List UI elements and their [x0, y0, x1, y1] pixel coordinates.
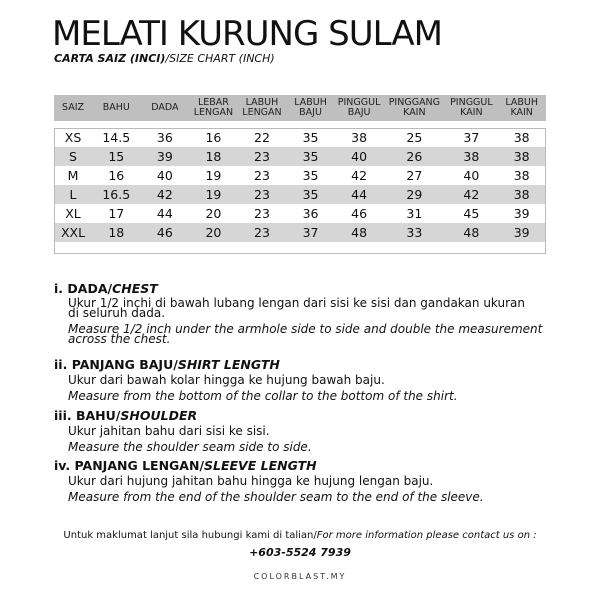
- table-cell: 23: [238, 147, 287, 166]
- phone-number: +603-5524 7939: [249, 546, 351, 559]
- table-cell: 35: [286, 185, 335, 204]
- page-subtitle: [54, 52, 275, 65]
- table-cell: 15: [92, 147, 141, 166]
- table-cell: 26: [383, 147, 445, 166]
- header-dada: DADA: [141, 95, 190, 121]
- table-cell: 38: [497, 128, 546, 147]
- table-cell: 16: [92, 166, 141, 185]
- table-cell: 33: [383, 223, 445, 242]
- header-pinggang-kain: PINGGANG KAIN: [383, 95, 445, 121]
- header-pinggul-kain: PINGGUL KAIN: [445, 95, 497, 121]
- table-cell: 23: [238, 204, 287, 223]
- table-cell: 35: [286, 128, 335, 147]
- table-cell: 35: [286, 166, 335, 185]
- table-cell: 40: [141, 166, 190, 185]
- table-header-row: [54, 95, 546, 121]
- english-text: Measure 1/2 inch under the armhole side to side and double the measurement across the chest.: [68, 322, 543, 346]
- table-cell: 20: [189, 223, 238, 242]
- subtitle-rest: /SIZE CHART (INCH): [165, 52, 275, 65]
- table-cell: 23: [238, 166, 287, 185]
- table-cell: 39: [141, 147, 190, 166]
- table-frame: [54, 128, 546, 254]
- section-title: i. DADA/CHEST: [54, 281, 158, 296]
- english-text: Measure from the bottom of the collar to the bottom of the shirt.: [68, 389, 458, 403]
- table-cell: 31: [383, 204, 445, 223]
- table-cell: 20: [189, 204, 238, 223]
- subtitle-bold: CARTA SAIZ (INCI): [54, 52, 166, 65]
- table-cell: 16: [189, 128, 238, 147]
- table-cell: 19: [189, 166, 238, 185]
- table-cell: 38: [497, 185, 546, 204]
- table-cell: 39: [497, 204, 546, 223]
- table-cell: 37: [286, 223, 335, 242]
- size-cell: XL: [54, 204, 92, 223]
- size-cell: S: [54, 147, 92, 166]
- table-cell: 29: [383, 185, 445, 204]
- size-cell: XXL: [54, 223, 92, 242]
- table-cell: 14.5: [92, 128, 141, 147]
- section-title: ii. PANJANG BAJU/SHIRT LENGTH: [54, 357, 280, 372]
- section-chest: [54, 281, 542, 346]
- page-title: MELATI KURUNG SULAM: [52, 14, 442, 54]
- table-cell: 40: [445, 166, 497, 185]
- header-lebar-lengan: LEBAR LENGAN: [189, 95, 238, 121]
- table-cell: 46: [141, 223, 190, 242]
- table-cell: 23: [238, 185, 287, 204]
- header-labuh-kain: LABUH KAIN: [497, 95, 546, 121]
- table-cell: 38: [497, 166, 546, 185]
- table-cell: 46: [335, 204, 384, 223]
- header-bahu: BAHU: [92, 95, 141, 121]
- table-cell: 42: [141, 185, 190, 204]
- table-cell: 35: [286, 147, 335, 166]
- size-cell: L: [54, 185, 92, 204]
- table-cell: 36: [141, 128, 190, 147]
- section-title: iii. BAHU/SHOULDER: [54, 408, 198, 423]
- english-text: Measure the shoulder seam side to side.: [68, 440, 312, 454]
- header-labuh-lengan: LABUH LENGAN: [238, 95, 287, 121]
- contact-line: Untuk maklumat lanjut sila hubungi kami di talian/For more information please contact us on :: [63, 530, 537, 541]
- table-cell: 38: [335, 128, 384, 147]
- table-cell: 42: [445, 185, 497, 204]
- table-cell: 45: [445, 204, 497, 223]
- table-cell: 44: [335, 185, 384, 204]
- table-cell: 39: [497, 223, 546, 242]
- section-shirt-length: [54, 357, 458, 403]
- size-cell: XS: [54, 128, 92, 147]
- table-cell: 38: [497, 147, 546, 166]
- table-cell: 23: [238, 223, 287, 242]
- english-text: Measure from the end of the shoulder seam to the end of the sleeve.: [68, 490, 484, 504]
- table-cell: 18: [92, 223, 141, 242]
- table-cell: 37: [445, 128, 497, 147]
- table-cell: 48: [445, 223, 497, 242]
- table-cell: 36: [286, 204, 335, 223]
- malay-text: Ukur 1/2 inchi di bawah lubang lengan dari sisi ke sisi dan gandakan ukuran di seluruh dada.: [68, 296, 525, 320]
- table-cell: 25: [383, 128, 445, 147]
- table-cell: 18: [189, 147, 238, 166]
- table-cell: 17: [92, 204, 141, 223]
- table-cell: 22: [238, 128, 287, 147]
- table-cell: 38: [445, 147, 497, 166]
- table-cell: 42: [335, 166, 384, 185]
- table-cell: 48: [335, 223, 384, 242]
- website-label: COLORBLAST.MY: [253, 572, 347, 581]
- header-saiz: SAIZ: [54, 95, 92, 121]
- section-title: iv. PANJANG LENGAN/SLEEVE LENGTH: [54, 458, 317, 473]
- table-cell: 16.5: [92, 185, 141, 204]
- section-shoulder: [54, 408, 312, 454]
- malay-text: Ukur jahitan bahu dari sisi ke sisi.: [68, 424, 270, 438]
- table-cell: 40: [335, 147, 384, 166]
- malay-text: Ukur dari hujung jahitan bahu hingga ke hujung lengan baju.: [68, 474, 434, 488]
- table-cell: 27: [383, 166, 445, 185]
- malay-text: Ukur dari bawah kolar hingga ke hujung bawah baju.: [68, 373, 385, 387]
- size-cell: M: [54, 166, 92, 185]
- table-cell: 44: [141, 204, 190, 223]
- header-pinggul-baju: PINGGUL BAJU: [335, 95, 384, 121]
- header-labuh-baju: LABUH BAJU: [286, 95, 335, 121]
- table-cell: 19: [189, 185, 238, 204]
- section-sleeve-length: [54, 458, 484, 504]
